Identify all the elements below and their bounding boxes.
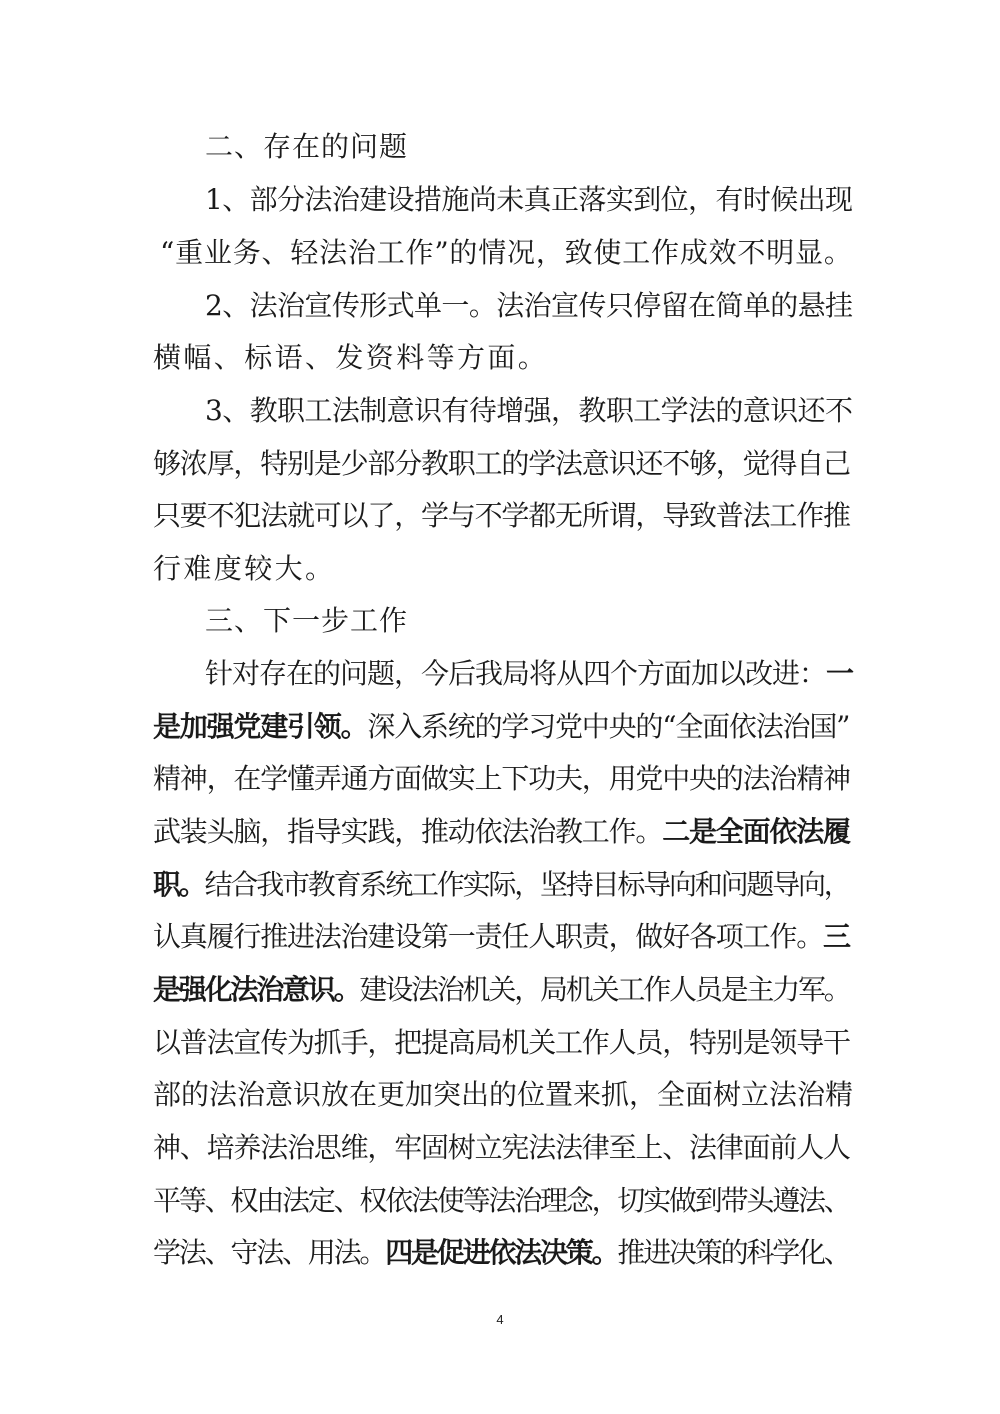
bold-text-run: 四是促进依法决策。 (385, 1236, 618, 1269)
text-run: 深入系统的学习党中央的“全面依法治国” (367, 710, 850, 743)
paragraph-line: 部的法治意识放在更加突出的位置来抓，全面树立法治精 (153, 1078, 854, 1111)
paragraph-line (153, 701, 849, 753)
text-run: 学法、守法、用法。 (153, 1236, 386, 1269)
page-number: 4 (496, 1312, 504, 1327)
paragraph-line (153, 911, 850, 963)
paragraph-line: 只要不犯法就可以了，学与不学都无所谓，导致普法工作推 (153, 499, 850, 532)
paragraph-line: 精神，在学懂弄通方面做实上下功夫，用党中央的法治精神 (153, 762, 850, 795)
section-heading-next-steps: 三、下一步工作 (205, 604, 409, 637)
paragraph-line: 1、部分法治建设措施尚未真正落实到位，有时候出现 (205, 183, 853, 216)
paragraph-line (205, 648, 853, 700)
paragraph-line: 平等、权由法定、权依法使等法治理念，切实做到带头遵法、 (153, 1184, 850, 1217)
paragraph-line: 2、法治宣传形式单一。法治宣传只停留在简单的悬挂 (205, 289, 853, 322)
paragraph-line: 够浓厚，特别是少部分教职工的学法意识还不够，觉得自己 (153, 447, 850, 480)
paragraph-line: 神、培养法治思维，牢固树立宪法法律至上、法律面前人人 (153, 1131, 850, 1164)
bold-text-run: 一 (826, 657, 854, 690)
bold-text-run: 二是全面依法履 (662, 815, 850, 848)
paragraph-line (153, 964, 850, 1016)
text-run: 武装头脑，指导实践，推动依法治教工作。 (153, 815, 663, 848)
bold-text-run: 是加强党建引领。 (153, 710, 368, 743)
paragraph-line: 3、教职工法制意识有待增强，教职工学法的意识还不 (205, 394, 853, 427)
paragraph-line: 横幅、标语、发资料等方面。 (153, 341, 549, 374)
text-run: 结合我市教育系统工作实际，坚持目标导向和问题导向， (204, 868, 850, 901)
text-run: 建设法治机关，局机关工作人员是主力军。 (359, 973, 850, 1006)
paragraph-line: 以普法宣传为抓手，把提高局机关工作人员，特别是领导干 (153, 1026, 850, 1059)
text-run: 针对存在的问题，今后我局将从四个方面加以改进： (205, 657, 827, 690)
paragraph-line (153, 859, 850, 911)
text-run: 推进决策的科学化、 (617, 1236, 850, 1269)
bold-text-run: 职。 (153, 868, 205, 901)
paragraph-line: 行难度较大。 (153, 552, 336, 585)
text-run: 认真履行推进法治建设第一责任人职责，做好各项工作。 (153, 920, 824, 953)
paragraph-line: “重业务、轻法治工作”的情况，致使工作成效不明显。 (160, 236, 853, 269)
paragraph-line (153, 1227, 850, 1279)
bold-text-run: 是强化法治意识。 (153, 973, 360, 1006)
paragraph-line (153, 806, 850, 858)
bold-text-run: 三 (823, 920, 850, 953)
section-heading-problems: 二、存在的问题 (205, 130, 409, 163)
